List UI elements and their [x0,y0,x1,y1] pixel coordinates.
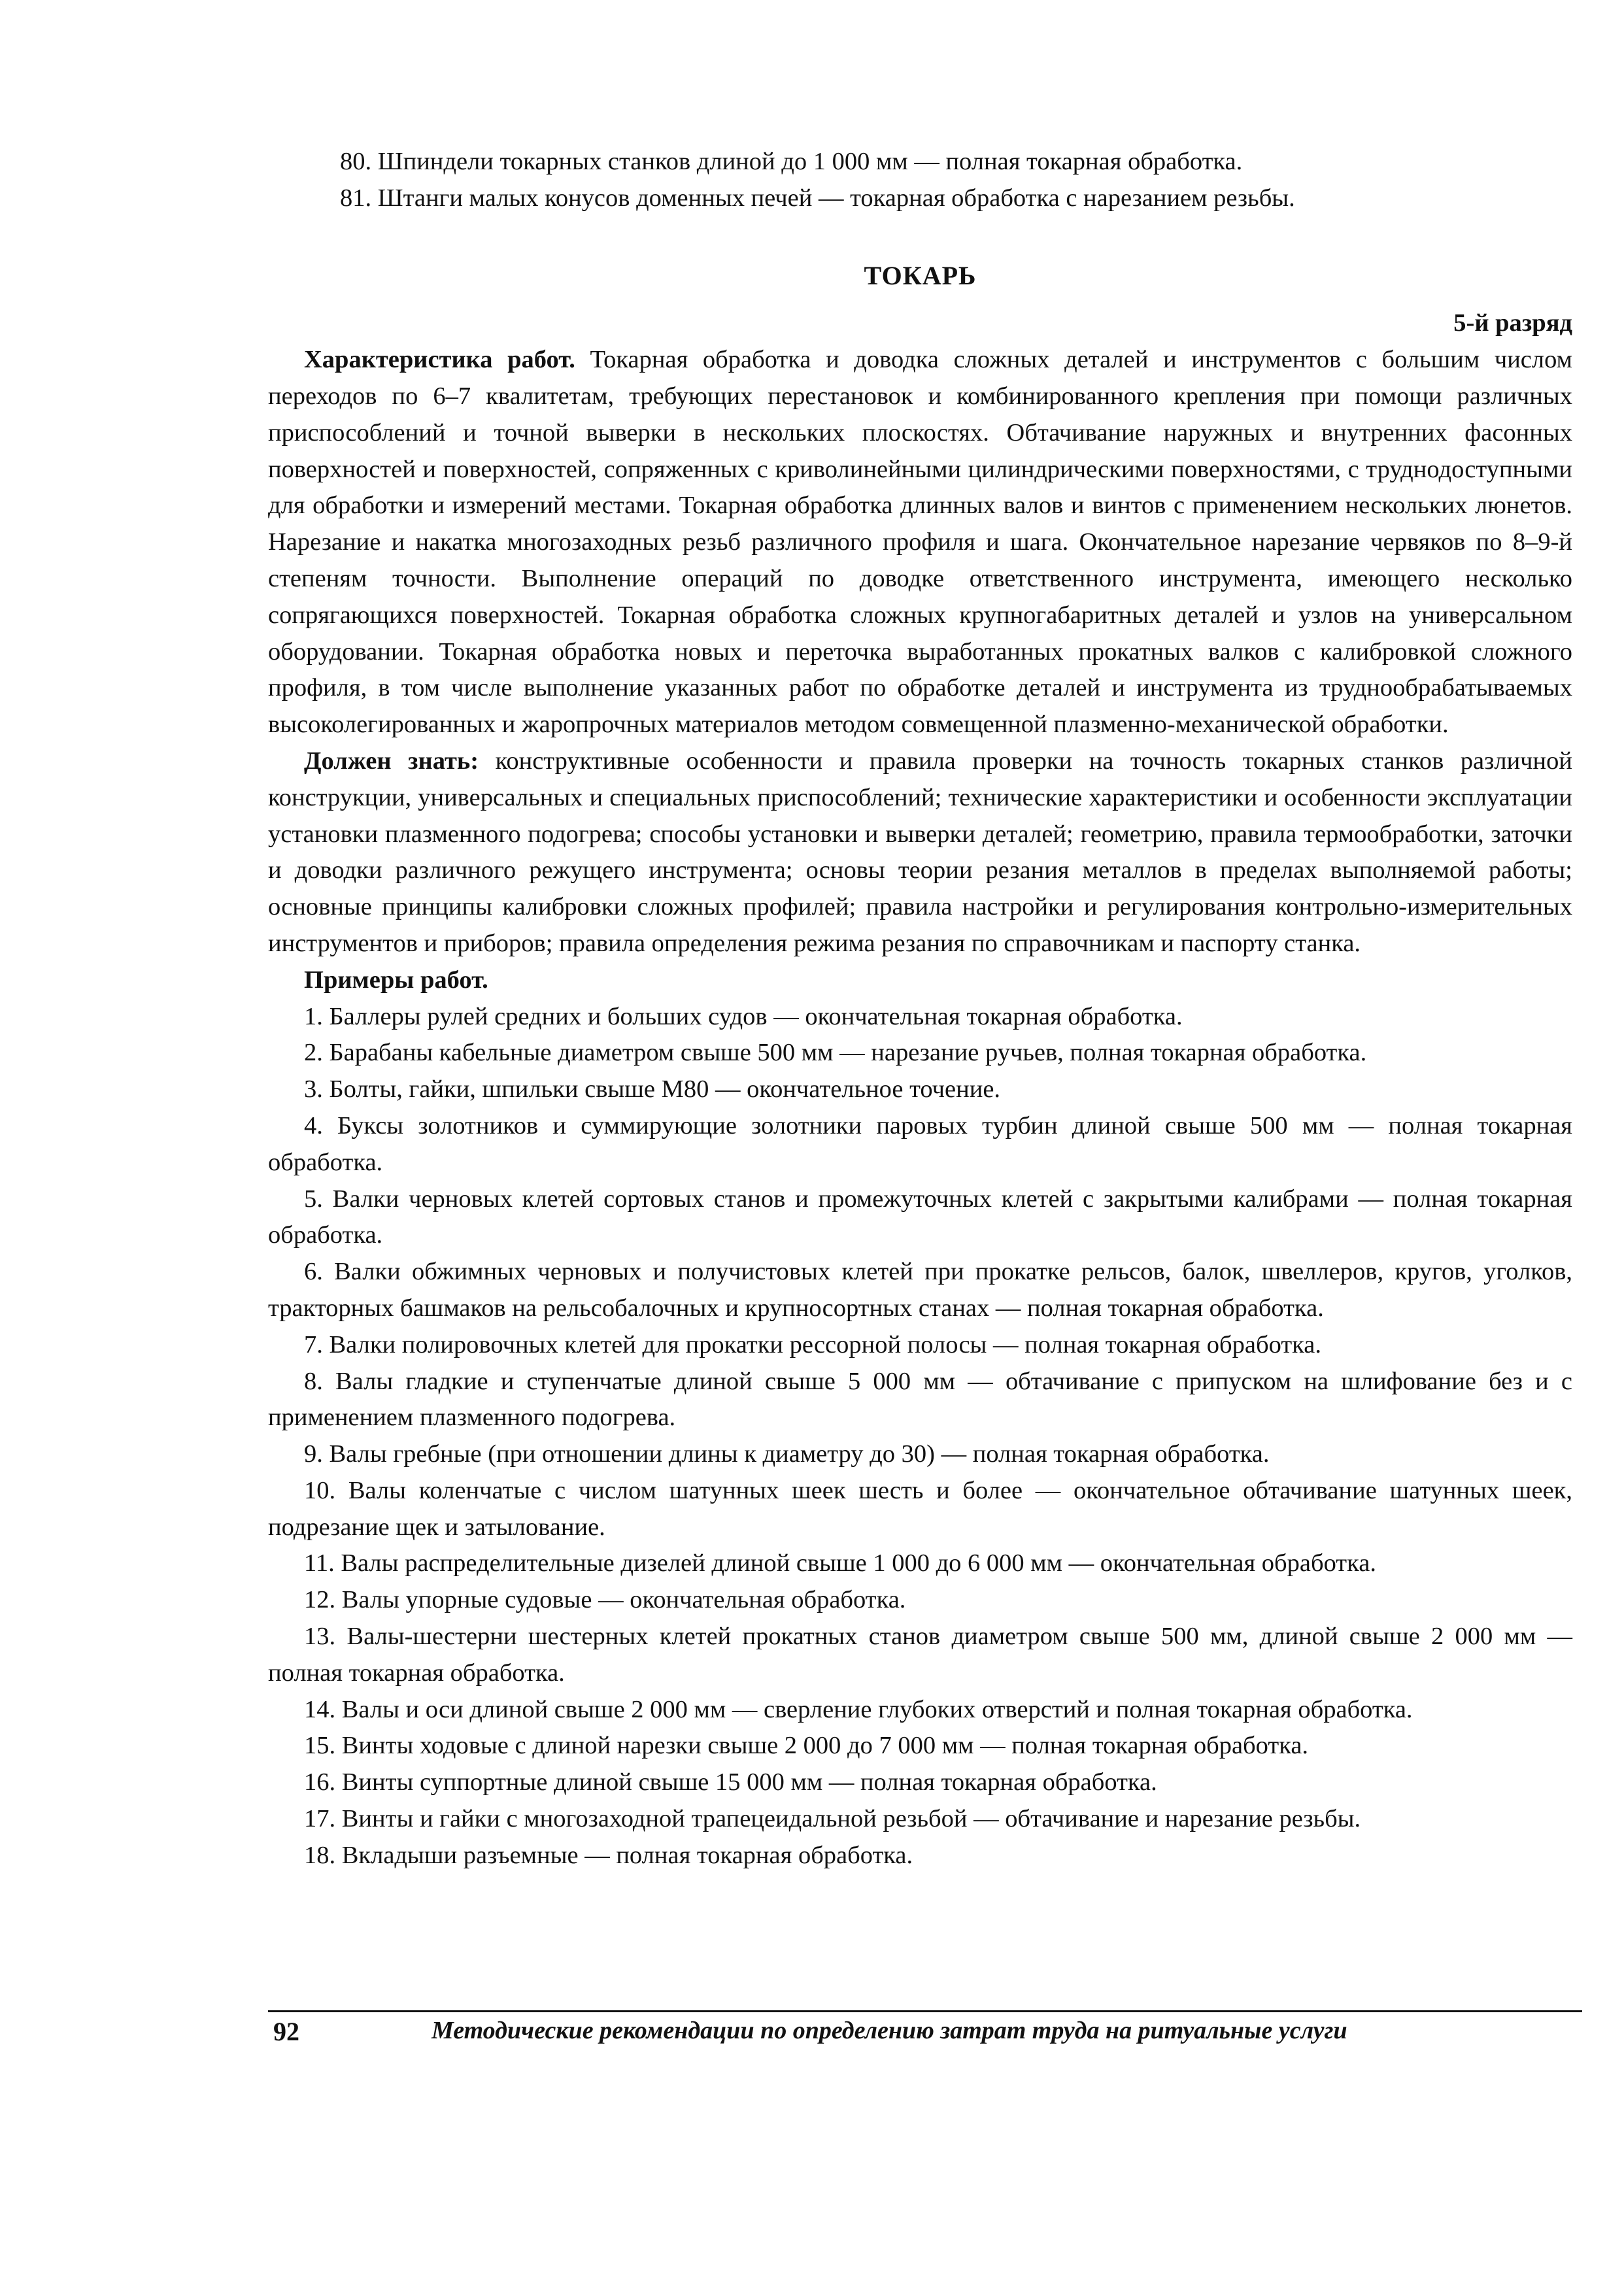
characteristics-label: Характеристика работ. [304,346,575,374]
list-item: 11. Валы распределительные дизелей длиной свыше 1 000 до 6 000 мм — окончательная обработка. [304,1549,1376,1577]
footer-title: Методические рекомендации по определению затрат труда на ритуальные услуги [431,2017,1347,2044]
list-item: 10. Валы коленчатые с числом шатунных шеек шесть и более — окончательное обтачивание шатунных шеек, подрезание щек и затылование. [268,1476,1572,1541]
grade-label: 5-й разряд [1453,309,1572,337]
list-item: 9. Валы гребные (при отношении длины к диаметру до 30) — полная токарная обработка. [304,1440,1270,1468]
list-item: 12. Валы упорные судовые — окончательная обработка. [304,1586,906,1614]
list-item: 14. Валы и оси длиной свыше 2 000 мм — сверление глубоких отверстий и полная токарная обработка. [304,1695,1413,1723]
list-item: 8. Валы гладкие и ступенчатые длиной свыше 5 000 мм — обтачивание с припуском на шлифование без и с применением плазменного подогрева. [268,1367,1572,1432]
must-know-paragraph [268,743,1572,962]
list-item: 81. Штанги малых конусов доменных печей — токарная обработка с нарезанием резьбы. [340,184,1295,212]
list-item: 16. Винты суппортные длиной свыше 15 000 мм — полная токарная обработка. [304,1768,1157,1796]
list-item: 1. Баллеры рулей средних и больших судов — окончательная токарная обработка. [304,1002,1183,1030]
list-item: 2. Барабаны кабельные диаметром свыше 500 мм — нарезание ручьев, полная токарная обработка. [304,1039,1367,1067]
characteristics-paragraph [268,342,1572,743]
list-item: 6. Валки обжимных черновых и получистовых клетей при прокатке рельсов, балок, швеллеров, кругов, уголков, тракторных башмаков на рельсобалочных и крупносортных станах — полная токарная обработка. [268,1258,1572,1322]
must-know-text: конструктивные особенности и правила проверки на точность токарных станков различной конструкции, универсальных и специальных приспособлений; технические характеристики и особенности эксплуатации установки плазменного подогрева; способы установки и выверки деталей; геометрию, правила термообработки, заточки и доводки различного режущего инструмента; основы теории резания металлов в пределах выполняемой работы; основные принципы калибровки сложных профилей; правила настройки и регулирования контрольно-измерительных инструментов и приборов; правила определения режима резания по справочникам и паспорту станка. [268,747,1572,957]
characteristics-text: Токарная обработка и доводка сложных деталей и инструментов с большим числом переходов по 6–7 квалитетам, требующих перестановок и комбинированного крепления при помощи различных приспособлений и точной выверки в нескольких плоскостях. Обтачивание наружных и внутренних фасонных поверхностей и поверхностей, сопряженных с криволинейными цилиндрическими поверхностями, с труднодоступными для обработки и измерений местами. Токарная обработка длинных валов и винтов с применением нескольких люнетов. Нарезание и накатка многозаходных резьб различного профиля и шага. Окончательное нарезание червяков по 8–9-й степеням точности. Выполнение операций по доводке ответственного инструмента, имеющего несколько сопрягающихся поверхностей. Токарная обработка сложных крупногабаритных деталей и узлов на универсальном оборудовании. Токарная обработка новых и переточка выработанных прокатных валков с калибровкой сложного профиля, в том числе выполнение указанных работ по обработке деталей и инструмента из труднообрабатываемых высоколегированных и жаропрочных материалов методом совмещенной плазменно-механической обработки. [268,346,1572,739]
list-item: 3. Болты, гайки, шпильки свыше М80 — окончательное точение. [304,1075,1001,1104]
section-title: ТОКАРЬ [864,260,977,290]
list-item: 13. Валы-шестерни шестерных клетей прокатных станов диаметром свыше 500 мм, длиной свыше 2 000 мм — полная токарная обработка. [268,1623,1572,1687]
list-item: 18. Вкладыши разъемные — полная токарная обработка. [304,1841,913,1869]
list-item: 7. Валки полировочных клетей для прокатки рессорной полосы — полная токарная обработка. [304,1330,1321,1358]
must-know-label: Должен знать: [304,747,479,775]
page-footer [268,2010,1582,2046]
list-item: 80. Шпиндели токарных станков длиной до 1 000 мм — полная токарная обработка. [340,148,1243,175]
list-item: 15. Винты ходовые с длиной нарезки свыше 2 000 до 7 000 мм — полная токарная обработка. [304,1732,1309,1760]
examples-heading: Примеры работ. [304,966,488,994]
page-content [268,144,1572,1874]
list-item: 4. Буксы золотников и суммирующие золотники паровых турбин длиной свыше 500 мм — полная токарная обработка. [268,1111,1572,1176]
page-number: 92 [273,2017,299,2046]
list-item: 17. Винты и гайки с многозаходной трапецеидальной резьбой — обтачивание и нарезание резьбы. [304,1805,1361,1833]
list-item: 5. Валки черновых клетей сортовых станов и промежуточных клетей с закрытыми калибрами — полная токарная обработка. [268,1185,1572,1249]
